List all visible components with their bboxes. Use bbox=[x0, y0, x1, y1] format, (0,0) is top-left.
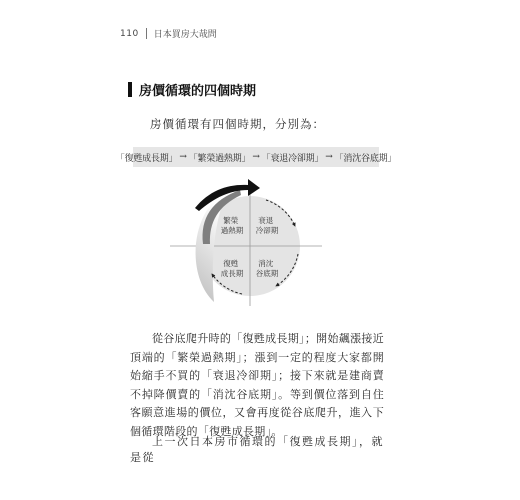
section-heading bbox=[128, 80, 256, 99]
intro-text: 房價循環有四個時期，分別為： bbox=[150, 117, 325, 131]
cycle-diagram bbox=[170, 178, 330, 318]
flow-arrow-icon: → bbox=[252, 152, 260, 162]
quadrant-bottom-left-line2: 成長期 bbox=[220, 269, 244, 278]
quadrant-top-right-line2: 冷卻期 bbox=[255, 226, 279, 235]
body-paragraph-2: 上一次日本房市循環的「復甦成長期」，就是從 bbox=[130, 435, 384, 464]
page-number: 110 bbox=[120, 28, 139, 39]
header-divider bbox=[146, 28, 147, 39]
flow-phase-4: 「消沈谷底期」 bbox=[334, 153, 397, 164]
flow-arrow-icon: → bbox=[179, 152, 187, 162]
phase-flow-box bbox=[115, 147, 397, 167]
book-title: 日本買房大哉問 bbox=[153, 30, 217, 40]
body-paragraph-1 bbox=[130, 330, 384, 441]
flow-arrow-icon: → bbox=[325, 152, 333, 162]
flow-phase-1: 「復甦成長期」 bbox=[115, 153, 178, 164]
flow-phase-2: 「繁榮過熱期」 bbox=[188, 153, 251, 164]
quadrant-top-left-line2: 過熱期 bbox=[220, 226, 244, 235]
quadrant-top-left-line1: 繁榮 bbox=[223, 216, 239, 225]
quadrant-top-right-line1: 衰退 bbox=[258, 216, 274, 225]
quadrant-bottom-right-line1: 消沈 bbox=[258, 259, 274, 268]
page-header bbox=[120, 27, 217, 40]
quadrant-bottom-left-line1: 復甦 bbox=[223, 259, 239, 268]
paragraph-1-text: 從谷底爬升時的「復甦成長期」；開始飆漲接近頂端的「繁榮過熱期」；漲到一定的程度大家都開始縮手不買的「衰退冷卻期」；接下來就是建商賣不掉降價賣的「消沈谷底期」。等到價位落到自住客願意進場的價位，又會再度從谷底爬升，進入下個循環階段的「復甦成長期」。 bbox=[130, 332, 384, 438]
heading-bar bbox=[128, 82, 132, 97]
section-title: 房價循環的四個時期 bbox=[139, 84, 257, 99]
quadrant-bottom-right-line2: 谷底期 bbox=[255, 269, 279, 278]
flow-phase-3: 「衰退冷卻期」 bbox=[261, 153, 324, 164]
